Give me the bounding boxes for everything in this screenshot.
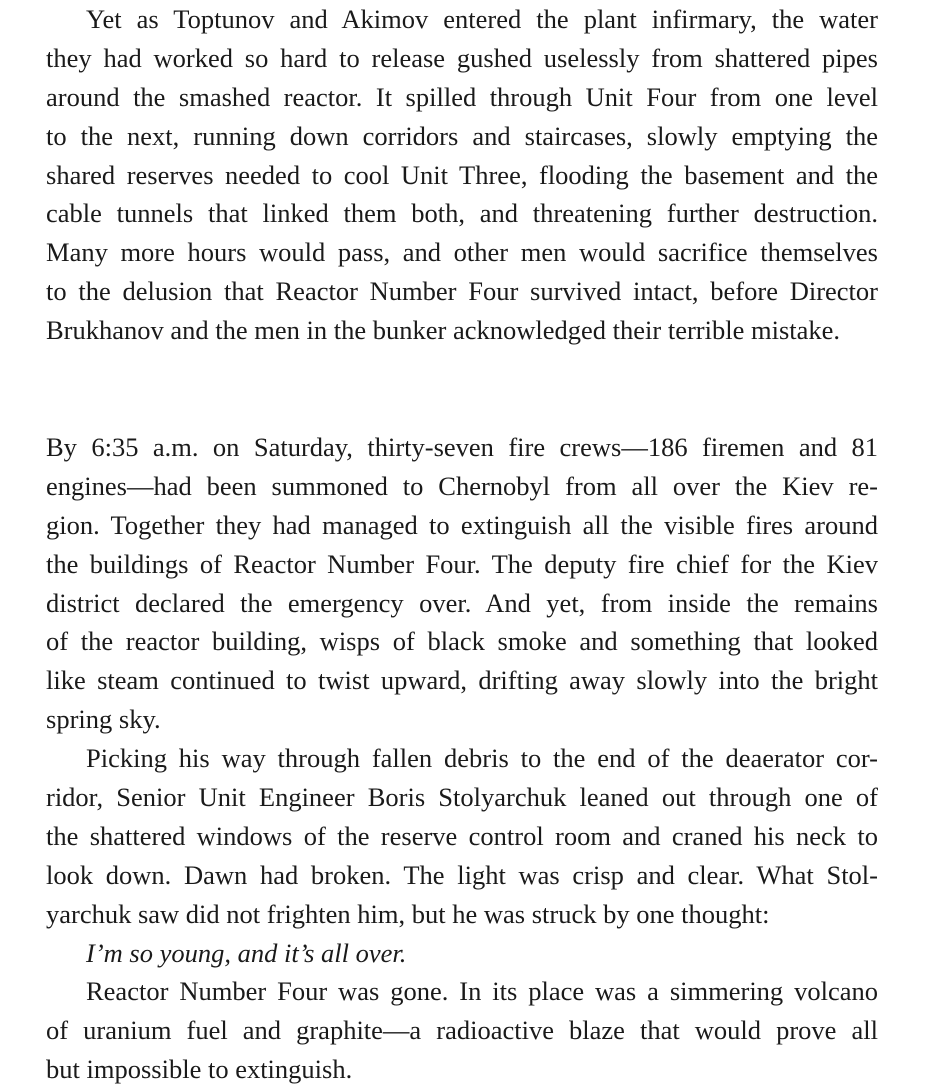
- paragraph: [46, 739, 878, 933]
- text-line: like steam continued to twist upward, drifting away slowly into the bright: [46, 665, 878, 696]
- text-line: I’m so young, and it’s all over.: [86, 937, 407, 968]
- text-line: Picking his way through fallen debris to the end of the deaerator cor-: [86, 743, 878, 774]
- text-line: Brukhanov and the men in the bunker acknowledged their terrible mistake.: [46, 315, 841, 346]
- paragraph: [46, 428, 878, 739]
- italic-thought: [46, 934, 878, 973]
- paragraph: [46, 0, 878, 350]
- text-line: of uranium fuel and graphite—a radioactive blaze that would prove all: [46, 1015, 878, 1046]
- text-line: cable tunnels that linked them both, and threatening further destruction.: [46, 198, 878, 229]
- text-line: look down. Dawn had broken. The light was crisp and clear. What Stol-: [46, 859, 878, 890]
- text-line: the shattered windows of the reserve control room and craned his neck to: [46, 820, 878, 851]
- text-line: gion. Together they had managed to extinguish all the visible fires around: [46, 509, 878, 540]
- text-line: Reactor Number Four was gone. In its place was a simmering volcano: [86, 976, 878, 1007]
- text-line: Yet as Toptunov and Akimov entered the plant infirmary, the water: [86, 4, 878, 34]
- paragraph: [46, 972, 878, 1089]
- text-line: district declared the emergency over. And yet, from inside the remains: [46, 587, 878, 618]
- text-line: they had worked so hard to release gushed uselessly from shattered pipes: [46, 42, 878, 73]
- section-after-break: [46, 428, 878, 1089]
- text-line: spring sky.: [46, 704, 161, 735]
- text-line: but impossible to extinguish.: [46, 1054, 353, 1085]
- text-line: By 6:35 a.m. on Saturday, thirty-seven fire crews—186 firemen and 81: [46, 432, 878, 462]
- text-line: the buildings of Reactor Number Four. The deputy fire chief for the Kiev: [46, 548, 878, 579]
- text-line: of the reactor building, wisps of black smoke and something that looked: [46, 626, 878, 657]
- text-line: to the next, running down corridors and staircases, slowly emptying the: [46, 120, 878, 151]
- text-line: ridor, Senior Unit Engineer Boris Stolyarchuk leaned out through one of: [46, 782, 878, 813]
- text-line: yarchuk saw did not frighten him, but he was struck by one thought:: [46, 898, 770, 929]
- text-line: Many more hours would pass, and other men would sacrifice themselves: [46, 237, 878, 268]
- text-line: shared reserves needed to cool Unit Three, flooding the basement and the: [46, 159, 878, 190]
- text-line: engines—had been summoned to Chernobyl from all over the Kiev re-: [46, 470, 878, 501]
- text-line: around the smashed reactor. It spilled through Unit Four from one level: [46, 81, 878, 112]
- section-before-break: [46, 0, 878, 350]
- text-line: to the delusion that Reactor Number Four survived intact, before Director: [46, 276, 878, 307]
